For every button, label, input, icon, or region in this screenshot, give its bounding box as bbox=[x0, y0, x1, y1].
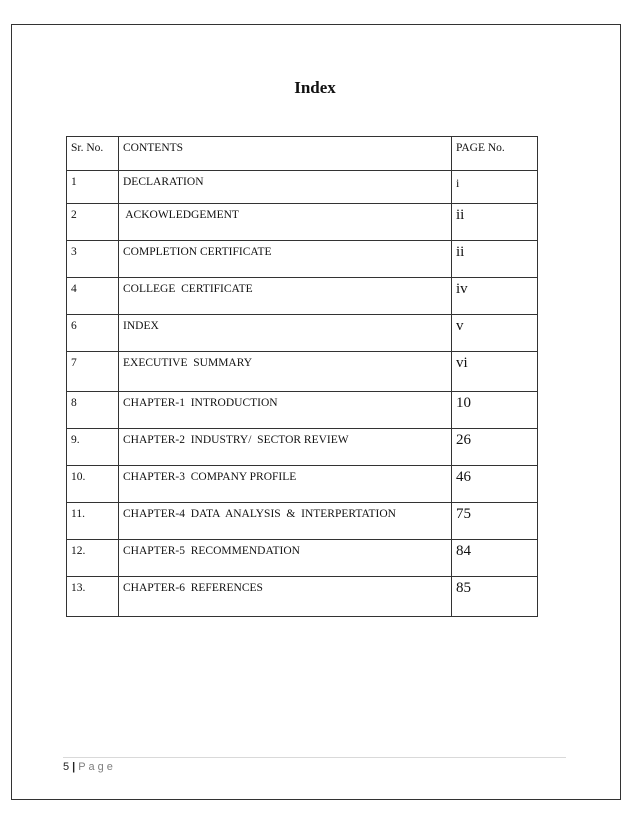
footer-separator: | bbox=[72, 761, 76, 773]
sr-no-cell: 6 bbox=[67, 315, 119, 352]
table-row bbox=[67, 352, 538, 392]
sr-no-cell: 12. bbox=[67, 540, 119, 577]
sr-no-cell: 9. bbox=[67, 429, 119, 466]
table-row bbox=[67, 503, 538, 540]
content-cell: COLLEGE CERTIFICATE bbox=[119, 278, 452, 315]
content-cell: CHAPTER-5 RECOMMENDATION bbox=[119, 540, 452, 577]
page-footer bbox=[63, 761, 116, 773]
page-cell: 10 bbox=[452, 392, 538, 429]
column-header-contents: CONTENTS bbox=[119, 137, 452, 171]
footer-page-label: Page bbox=[78, 761, 116, 773]
content-cell: COMPLETION CERTIFICATE bbox=[119, 241, 452, 278]
table-row bbox=[67, 315, 538, 352]
sr-no-cell: 3 bbox=[67, 241, 119, 278]
page-cell: ii bbox=[452, 204, 538, 241]
page-cell: vi bbox=[452, 352, 538, 392]
sr-no-cell: 2 bbox=[67, 204, 119, 241]
sr-no-cell: 1 bbox=[67, 171, 119, 204]
page-cell: v bbox=[452, 315, 538, 352]
content-cell: ACKOWLEDGEMENT bbox=[119, 204, 452, 241]
content-cell: INDEX bbox=[119, 315, 452, 352]
table-row bbox=[67, 540, 538, 577]
footer-page-number: 5 bbox=[63, 761, 70, 773]
sr-no-cell: 8 bbox=[67, 392, 119, 429]
content-cell: DECLARATION bbox=[119, 171, 452, 204]
sr-no-cell: 4 bbox=[67, 278, 119, 315]
column-header-page-no: PAGE No. bbox=[452, 137, 538, 171]
sr-no-cell: 10. bbox=[67, 466, 119, 503]
page-cell: iv bbox=[452, 278, 538, 315]
table-header-row bbox=[67, 137, 538, 171]
table-row bbox=[67, 392, 538, 429]
page-cell: 26 bbox=[452, 429, 538, 466]
page-cell: i bbox=[452, 171, 538, 204]
footer-divider bbox=[63, 757, 566, 758]
column-header-sr-no: Sr. No. bbox=[67, 137, 119, 171]
index-table bbox=[66, 136, 538, 617]
sr-no-cell: 13. bbox=[67, 577, 119, 617]
sr-no-cell: 7 bbox=[67, 352, 119, 392]
table-row bbox=[67, 466, 538, 503]
sr-no-cell: 11. bbox=[67, 503, 119, 540]
content-cell: CHAPTER-2 INDUSTRY/ SECTOR REVIEW bbox=[119, 429, 452, 466]
page-cell: 85 bbox=[452, 577, 538, 617]
table-row bbox=[67, 577, 538, 617]
page-title: Index bbox=[294, 78, 336, 97]
page-cell: 46 bbox=[452, 466, 538, 503]
content-cell: EXECUTIVE SUMMARY bbox=[119, 352, 452, 392]
table-row bbox=[67, 278, 538, 315]
table-row bbox=[67, 429, 538, 466]
page-cell: 75 bbox=[452, 503, 538, 540]
page-cell: ii bbox=[452, 241, 538, 278]
table-row bbox=[67, 204, 538, 241]
content-cell: CHAPTER-1 INTRODUCTION bbox=[119, 392, 452, 429]
content-cell: CHAPTER-6 REFERENCES bbox=[119, 577, 452, 617]
table-row bbox=[67, 171, 538, 204]
content-cell: CHAPTER-4 DATA ANALYSIS & INTERPERTATION bbox=[119, 503, 452, 540]
table-row bbox=[67, 241, 538, 278]
content-cell: CHAPTER-3 COMPANY PROFILE bbox=[119, 466, 452, 503]
page-cell: 84 bbox=[452, 540, 538, 577]
